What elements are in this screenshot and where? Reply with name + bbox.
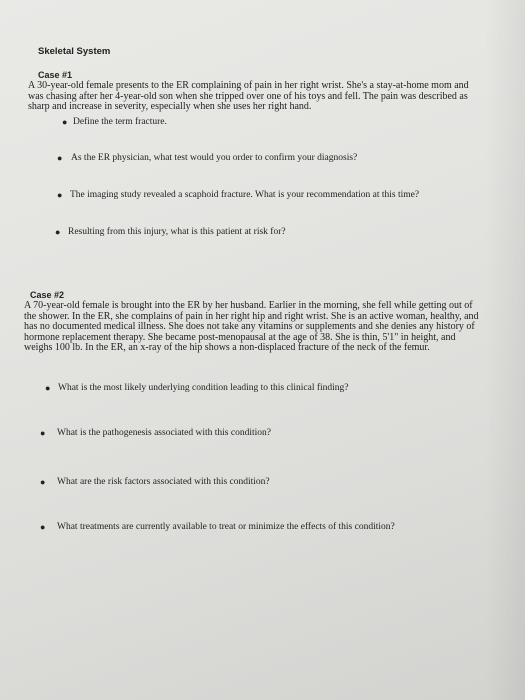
bullet-icon: ● xyxy=(40,477,46,487)
document-heading: Skeletal System xyxy=(38,46,111,57)
case1-text: A 30-year-old female presents to the ER complaining of pain in her right wrist. She's a stay-at-home mom and was chasing after her 4-year-old son when she tripped over one of his toys and fell. The pain was described as sharp and increase in severity, especially when she uses her right hand. xyxy=(28,80,469,112)
bullet-icon: ● xyxy=(62,117,68,127)
bullet-icon: ● xyxy=(40,428,46,438)
bullet-icon: ● xyxy=(57,190,63,200)
bullet-icon: ● xyxy=(57,153,63,163)
case2-question-2: What is the pathogenesis associated with this condition? xyxy=(57,428,271,438)
case2-question-3: What are the risk factors associated with this condition? xyxy=(57,477,270,487)
case2-text: A 70-year-old female is brought into the ER by her husband. Earlier in the morning, she fell while getting out of the shower. In the ER, she complains of pain in her right hip and right wrist. She is an active woman, healthy, and has no documented medical illness. She does not take any vitamins or supplements and she denies any history of hormone replacement therapy. She became post-menopausal at the age of 38. She is thin, 5'1" in height, and weighs 100 lb. In the ER, an x-ray of the hip shows a non-displaced fracture of the neck of the femur. xyxy=(24,300,479,353)
bullet-icon: ● xyxy=(45,383,51,393)
case1-question-4: Resulting from this injury, what is this patient at risk for? xyxy=(68,227,286,237)
case2-question-1: What is the most likely underlying condition leading to this clinical finding? xyxy=(58,383,349,393)
page-shadow xyxy=(485,0,525,700)
case1-question-1: Define the term fracture. xyxy=(73,117,167,127)
case1-question-2: As the ER physician, what test would you order to confirm your diagnosis? xyxy=(71,153,358,163)
bullet-icon: ● xyxy=(55,227,61,237)
case1-title: Case #1 xyxy=(38,70,73,80)
bullet-icon: ● xyxy=(40,522,46,532)
case1-question-3: The imaging study revealed a scaphoid fracture. What is your recommendation at this time? xyxy=(70,190,420,200)
case2-question-4: What treatments are currently available to treat or minimize the effects of this condition? xyxy=(57,522,395,532)
case2-title: Case #2 xyxy=(30,290,65,300)
